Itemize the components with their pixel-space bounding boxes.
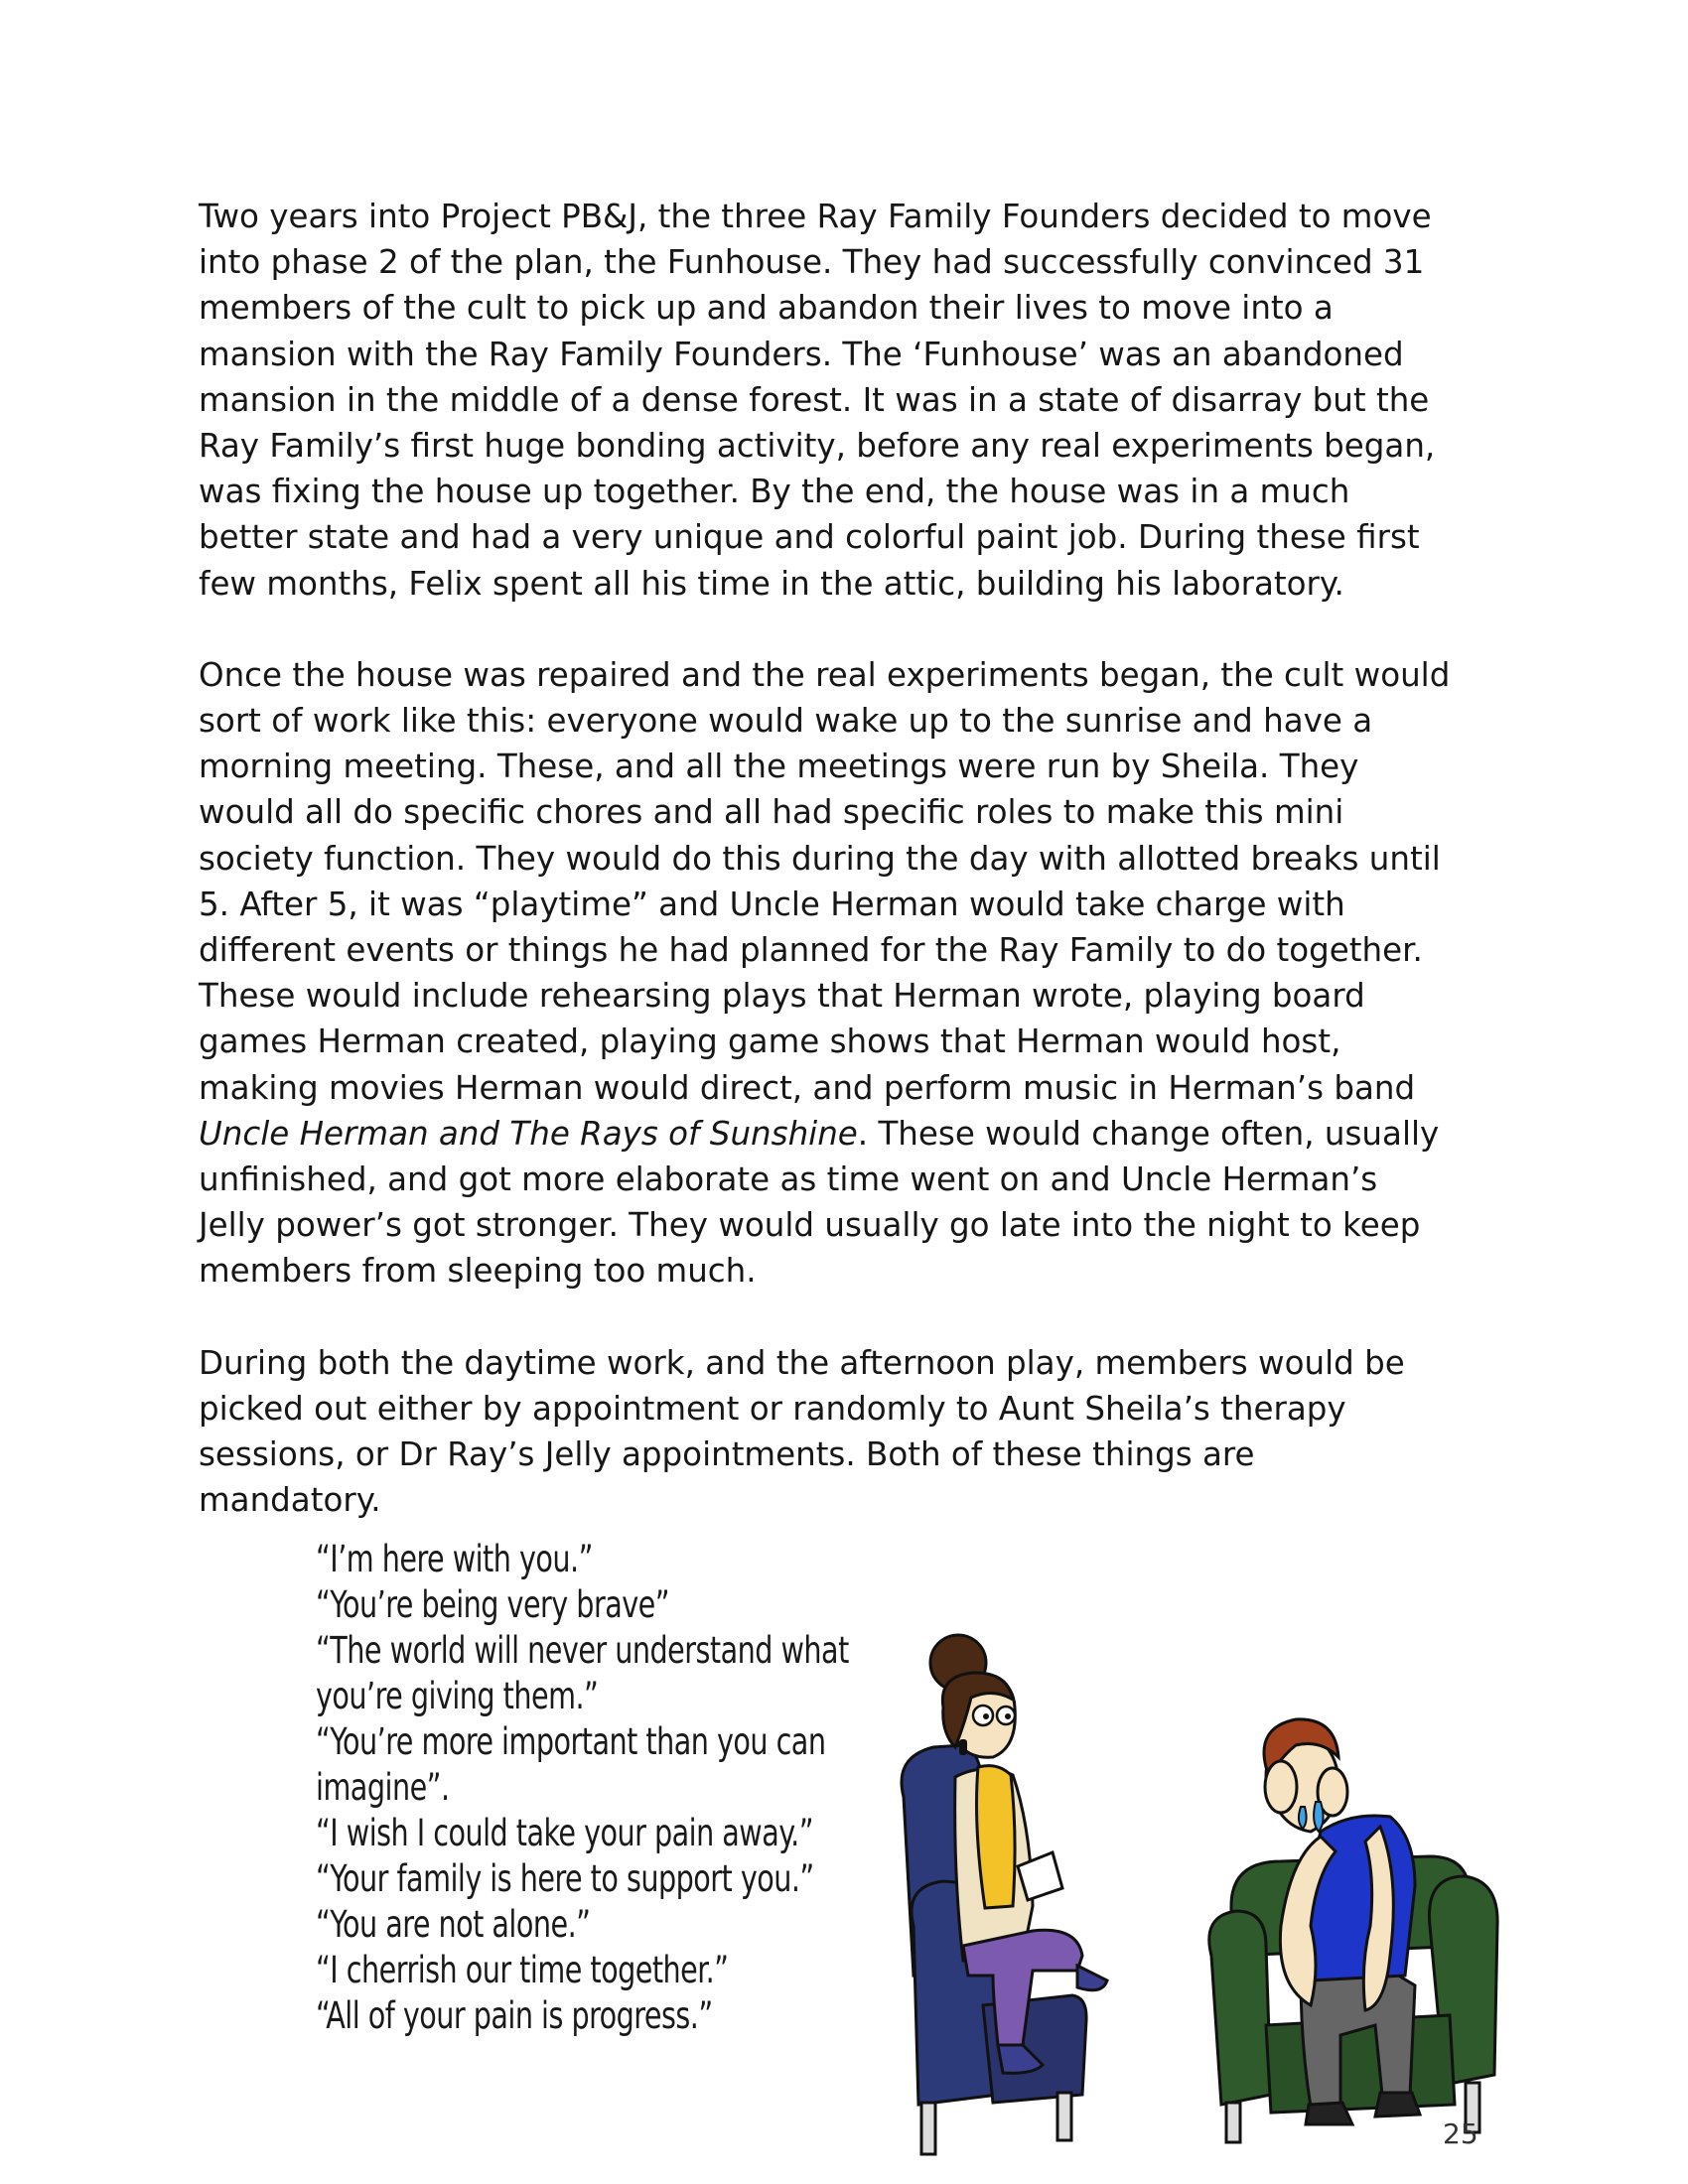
text-line: games Herman created, playing game shows that Herman would host, <box>199 1023 1341 1061</box>
quote-line: “I’m here with you.” <box>316 1538 593 1580</box>
glasses-lens <box>973 1706 993 1725</box>
quote-line: you’re giving them.” <box>316 1675 599 1717</box>
text-line: few months, Felix spent all his time in the attic, building his laboratory. <box>199 564 1344 603</box>
hand <box>1265 1761 1297 1813</box>
text-line: into phase 2 of the plan, the Funhouse. They had successfully convinced 31 <box>199 243 1425 282</box>
page-number: 25 <box>1443 2117 1478 2150</box>
text-line: sessions, or Dr Ray’s Jelly appointments. Both of these things are <box>199 1435 1255 1474</box>
text-line: would all do specific chores and all had specific roles to make this mini <box>199 793 1344 832</box>
text-line: better state and had a very unique and colorful paint job. During these first <box>199 518 1420 557</box>
shoe <box>1306 2103 1352 2124</box>
quote-line: imagine”. <box>316 1766 450 1809</box>
text-line: mansion in the middle of a dense forest. It was in a state of disarray but the <box>199 380 1430 419</box>
text-line: Once the house was repaired and the real experiments began, the cult would <box>199 655 1451 694</box>
text-line: society function. They would do this during the day with allotted breaks until <box>199 839 1441 878</box>
sofa-leg <box>1226 2103 1240 2142</box>
quote-line: “All of your pain is progress.” <box>316 1994 713 2037</box>
text-line-with-italic <box>199 1111 1519 1157</box>
therapist-figure <box>902 1635 1107 2154</box>
text-line: mandatory. <box>199 1481 381 1520</box>
text-line: These would include rehearsing plays that Herman wrote, playing board <box>199 977 1365 1016</box>
text-line: sort of work like this: everyone would wake up to the sunrise and have a <box>199 702 1373 741</box>
patient-figure <box>1209 1719 1497 2142</box>
text-line: making movies Herman would direct, and perform music in Herman’s band <box>199 1068 1416 1107</box>
paragraph-3 <box>199 1340 1519 1524</box>
paragraph-2 <box>199 652 1519 1295</box>
quote-line: “The world will never understand what <box>316 1629 849 1672</box>
quote-line: “You are not alone.” <box>316 1903 591 1946</box>
text-line: mansion with the Ray Family Founders. The ‘Funhouse’ was an abandoned <box>199 335 1404 373</box>
text-line: was fixing the house up together. By the end, the house was in a much <box>199 473 1350 511</box>
tear <box>1314 1802 1323 1832</box>
shoe <box>1077 1966 1107 1990</box>
chair-leg <box>921 2103 935 2154</box>
text-fragment: . These would change often, usually <box>857 1114 1440 1153</box>
text-line: morning meeting. These, and all the meetings were run by Sheila. They <box>199 748 1359 786</box>
text-line: picked out either by appointment or randomly to Aunt Sheila’s therapy <box>199 1389 1346 1428</box>
sweater <box>977 1766 1016 1908</box>
tear <box>1299 1807 1307 1829</box>
text-line: Two years into Project PB&J, the three Ray Family Founders decided to move <box>199 198 1432 235</box>
quote-line: “Your family is here to support you.” <box>316 1857 814 1900</box>
quote-line: “You’re more important than you can <box>316 1720 826 1763</box>
band-name-italic: Uncle Herman and The Rays of Sunshine <box>199 1114 858 1153</box>
quote-line: “I wish I could take your pain away.” <box>316 1812 814 1854</box>
sofa-arm <box>1209 1911 1271 2105</box>
text-line: 5. After 5, it was “playtime” and Uncle Herman would take charge with <box>199 885 1345 923</box>
text-line: members of the cult to pick up and abandon their lives to move into a <box>199 289 1334 328</box>
quote-line: “I cherrish our time together.” <box>316 1949 729 1991</box>
text-line: Ray Family’s first huge bonding activity, before any real experiments began, <box>199 427 1436 466</box>
text-line: During both the daytime work, and the afternoon play, members would be <box>199 1343 1405 1382</box>
body-text <box>199 194 1519 1569</box>
therapy-session-illustration <box>874 1628 1628 2169</box>
earring <box>959 1739 967 1755</box>
shoe <box>1375 2093 1420 2116</box>
text-line: different events or things he had planned for the Ray Family to do together. <box>199 931 1423 970</box>
quote-line: “You’re being very brave” <box>316 1583 670 1626</box>
text-line: members from sleeping too much. <box>199 1252 757 1291</box>
chair-leg <box>1057 2093 1071 2140</box>
text-line: unfinished, and got more elaborate as time went on and Uncle Herman’s <box>199 1160 1378 1199</box>
therapy-quotes <box>316 1537 872 2039</box>
text-line: Jelly power’s got stronger. They would usually go late into the night to keep <box>199 1206 1421 1245</box>
paragraph-1 <box>199 194 1519 607</box>
